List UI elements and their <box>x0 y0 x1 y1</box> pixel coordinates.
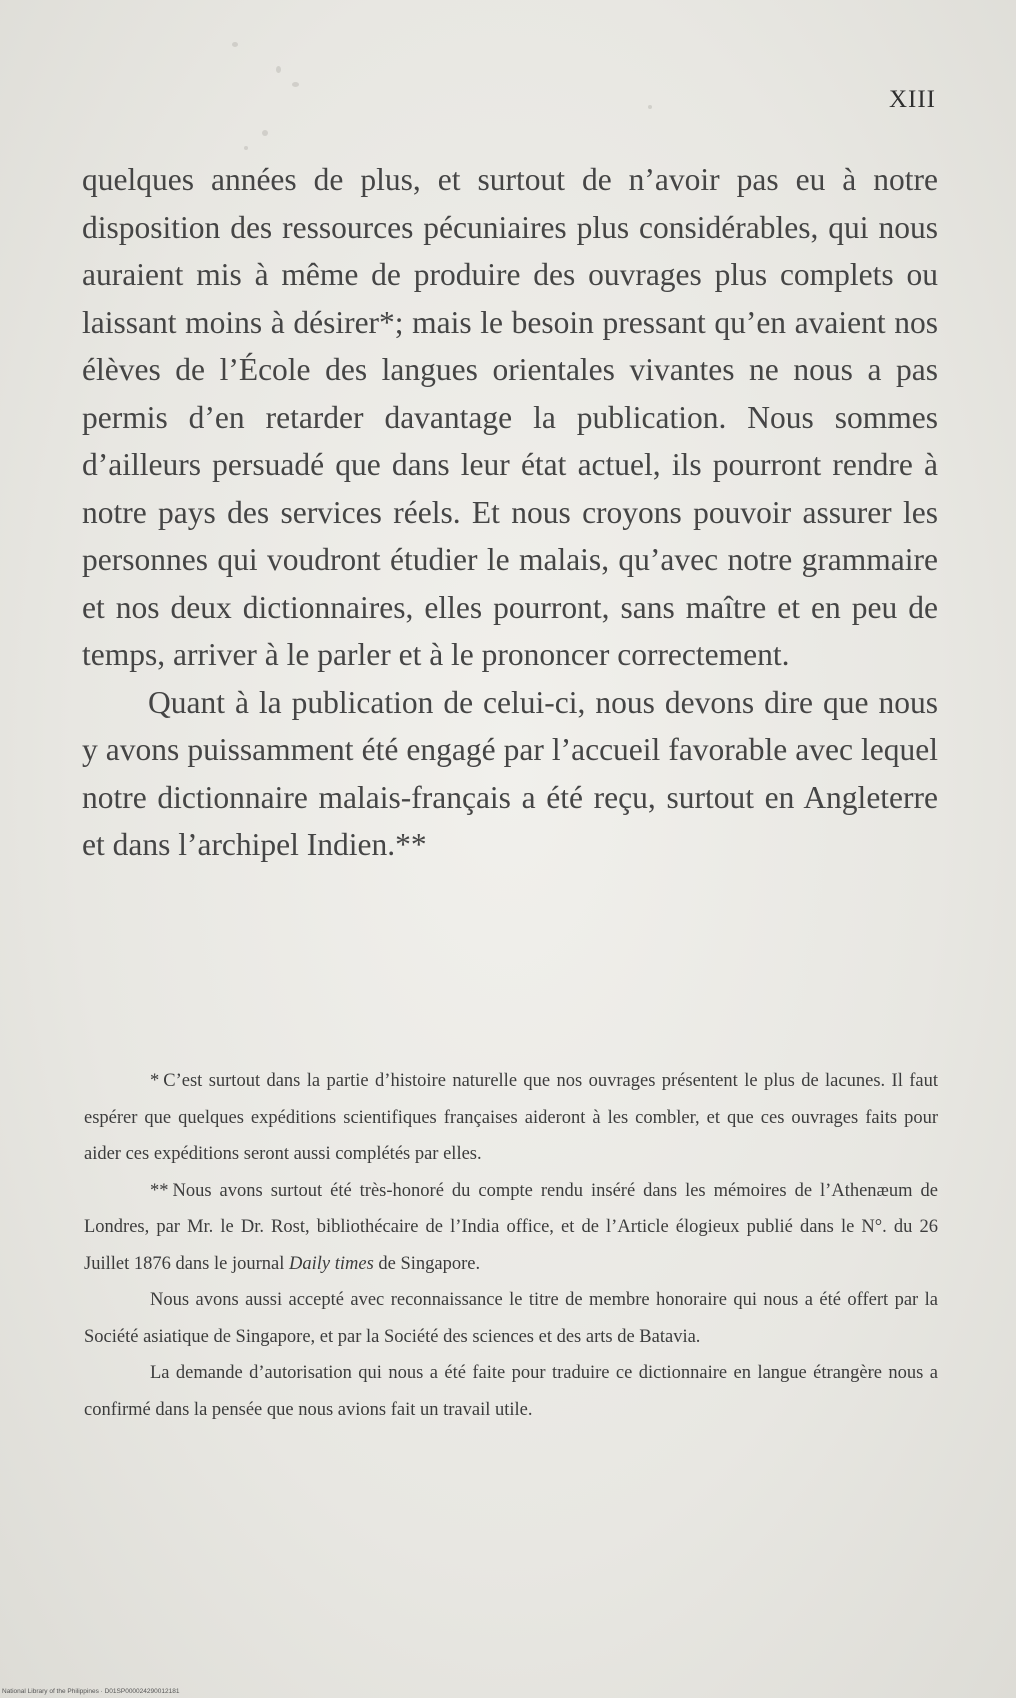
library-stamp: National Library of the Philippines · D01SP000024290012181 <box>2 1688 180 1695</box>
ink-speck <box>292 82 299 87</box>
main-text <box>82 156 938 869</box>
ink-speck <box>276 66 281 73</box>
footnote-marker: * <box>150 1071 160 1091</box>
page-number: XIII <box>888 86 936 113</box>
footnote-text: Nous avons surtout été très-honoré du compte rendu inséré dans les mémoires de l’Athenæum de Londres, par Mr. le Dr. Rost, bibliothécaire de l’India office, et de l’Article élogieux publié dans le N°. du 26 Juillet 1876 dans le journal <box>84 1180 938 1274</box>
ink-speck <box>244 146 248 150</box>
ink-speck <box>262 130 268 136</box>
ink-speck <box>232 42 238 47</box>
ink-speck <box>648 105 652 109</box>
footnote-4: La demande d’autorisation qui nous a été faite pour traduire ce dictionnaire en langue étrangère nous a confirmé dans la pensée que nous avions fait un travail utile. <box>84 1363 938 1420</box>
paragraph-publication: Quant à la publication de celui-ci, nous devons dire que nous y avons puissamment été engagé par l’accueil favorable avec lequel notre dictionnaire malais-français a été reçu, surtout en Angleterre et dans l’archipel Indien.** <box>82 684 938 862</box>
paragraph-continued: quelques années de plus, et surtout de n’avoir pas eu à notre disposition des ressources pécuniaires plus considérables, qui nous auraient mis à même de produire des ouvrages plus complets ou laissant moins à désirer*; mais le besoin pressant qu’en avaient nos élèves de l’École des langues orientales vivantes ne nous a pas permis d’en retarder davantage la publication. Nous sommes d’ailleurs persuadé que dans leur état actuel, ils pourront rendre à notre pays des services réels. Et nous croyons pouvoir assurer les personnes qui voudront étudier le malais, qu’avec notre grammaire et nos deux dictionnaires, elles pourront, sans maître et en peu de temps, arriver à le parler et à le prononcer correctement. <box>82 162 938 672</box>
footnote-1 <box>84 1063 938 1173</box>
footnote-marker: ** <box>150 1180 169 1201</box>
footnote-text-end: de Singapore. <box>373 1253 481 1274</box>
footnotes <box>84 1063 938 1428</box>
newspaper-title: Daily times <box>289 1253 374 1274</box>
footnote-2 <box>84 1173 938 1283</box>
footnote-text: C’est surtout dans la partie d’histoire naturelle que nos ouvrages présentent le plus de lacunes. Il faut espérer que quelques expéditions scientifiques françaises aideront à les combler, et que ces ouvrages faits pour aider ces expéditions seront aussi complétés par elles. <box>84 1071 938 1164</box>
footnote-3: Nous avons aussi accepté avec reconnaissance le titre de membre honoraire qui nous a été offert par la Société asiatique de Singapore, et par la Société des sciences et des arts de Batavia. <box>84 1290 938 1347</box>
